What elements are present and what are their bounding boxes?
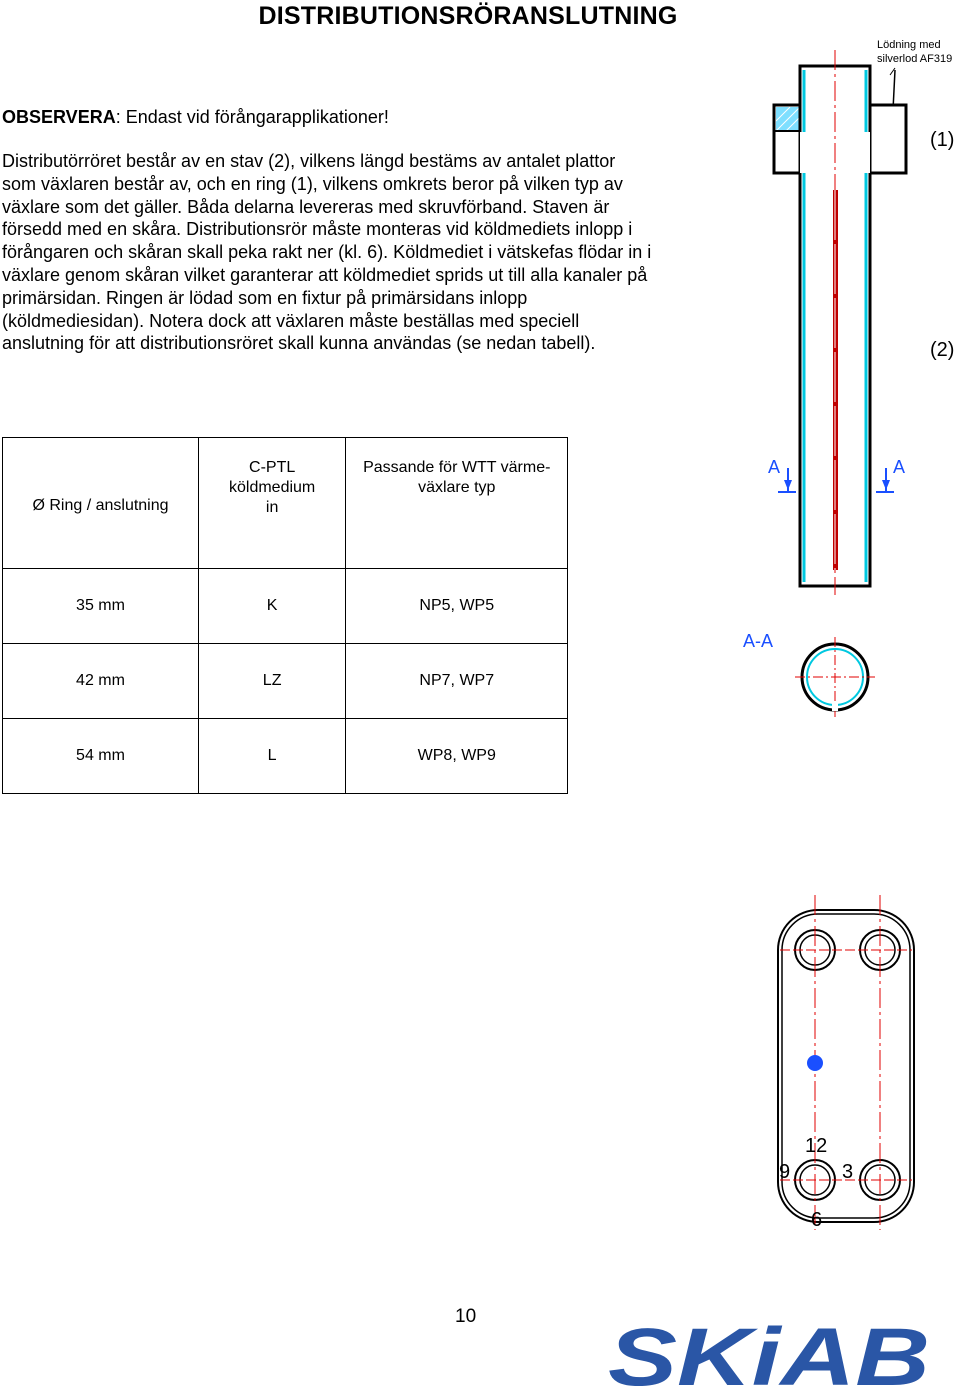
table-header-row [3, 438, 568, 569]
header-ring-text: Ø Ring / anslutning [32, 497, 169, 514]
cell-wtt: WP8, WP9 [346, 719, 568, 794]
cell-cptl: K [199, 569, 346, 644]
cell-cptl: LZ [199, 644, 346, 719]
header-wtt-text: Passande för WTT värme-växlare typ [363, 459, 551, 496]
label-ring: (1) [930, 129, 955, 151]
observe-text: : Endast vid förångarapplikationer! [115, 107, 389, 127]
observe-label: OBSERVERA [2, 107, 116, 127]
connection-table [2, 437, 568, 794]
body-paragraph: Distributörröret består av en stav (2), vilkens längd bestäms av antalet plattor som växlaren består av, och en ring (1), vilkens omkrets beror på vilken typ av växlare som det gäller. Båda delarna levereras med skruvförband. Staven är försedd med en skåra. Distributionsrör måste monteras vid köldmediets inlopp i förångaren och skåran skall peka rakt ner (kl. 6). Köldmediet i vätskefas flödar in i växlare genom skåran vilket garanterar att köldmediet sprids ut till alla kanaler på primärsidan. Ringen är lödad som en fixtur på primärsidans inlopp (köldmediesidan). Notera dock att växlaren måste beställas med speciell anslutning för att distributionsröret skall kunna användas (se nedan tabell). [2, 151, 652, 354]
header-wtt [346, 438, 568, 569]
arrow-left-head [784, 480, 792, 490]
table-row [3, 644, 568, 719]
clock-6-label: 6 [811, 1209, 823, 1231]
table-row [3, 719, 568, 794]
logo-wordmark: SKiAB [608, 1312, 930, 1395]
cell-wtt: NP5, WP5 [346, 569, 568, 644]
section-label: A-A [743, 631, 774, 651]
page-number: 10 [455, 1306, 477, 1327]
cell-ring: 54 mm [3, 719, 199, 794]
cell-ring: 35 mm [3, 569, 199, 644]
section-mark-right: A [893, 457, 906, 477]
section-mark-left: A [768, 457, 781, 477]
clock-9-label: 9 [779, 1161, 791, 1183]
cell-ring: 42 mm [3, 644, 199, 719]
cell-cptl: L [199, 719, 346, 794]
distributor-drawing [743, 40, 960, 720]
observe-note [2, 107, 389, 128]
section-slot [832, 703, 838, 711]
solder-note-line-2: silverlod AF319 [877, 53, 953, 65]
inlet-marker [807, 1055, 823, 1071]
plate-drawing [770, 890, 930, 1235]
clock-12-label: 12 [805, 1135, 828, 1157]
header-cptl [199, 438, 346, 569]
skiab-logo [600, 1305, 940, 1395]
clock-3-label: 3 [842, 1161, 854, 1183]
page-title: DISTRIBUTIONSRÖRANSLUTNING [258, 2, 678, 30]
header-ring [3, 438, 199, 569]
label-rod: (2) [930, 339, 955, 361]
cell-wtt: NP7, WP7 [346, 644, 568, 719]
solder-note-line-1: Lödning med [877, 39, 941, 51]
arrow-right-head [882, 480, 890, 490]
header-cptl-text: C-PTL köldmedium in [229, 459, 316, 516]
table-row [3, 569, 568, 644]
